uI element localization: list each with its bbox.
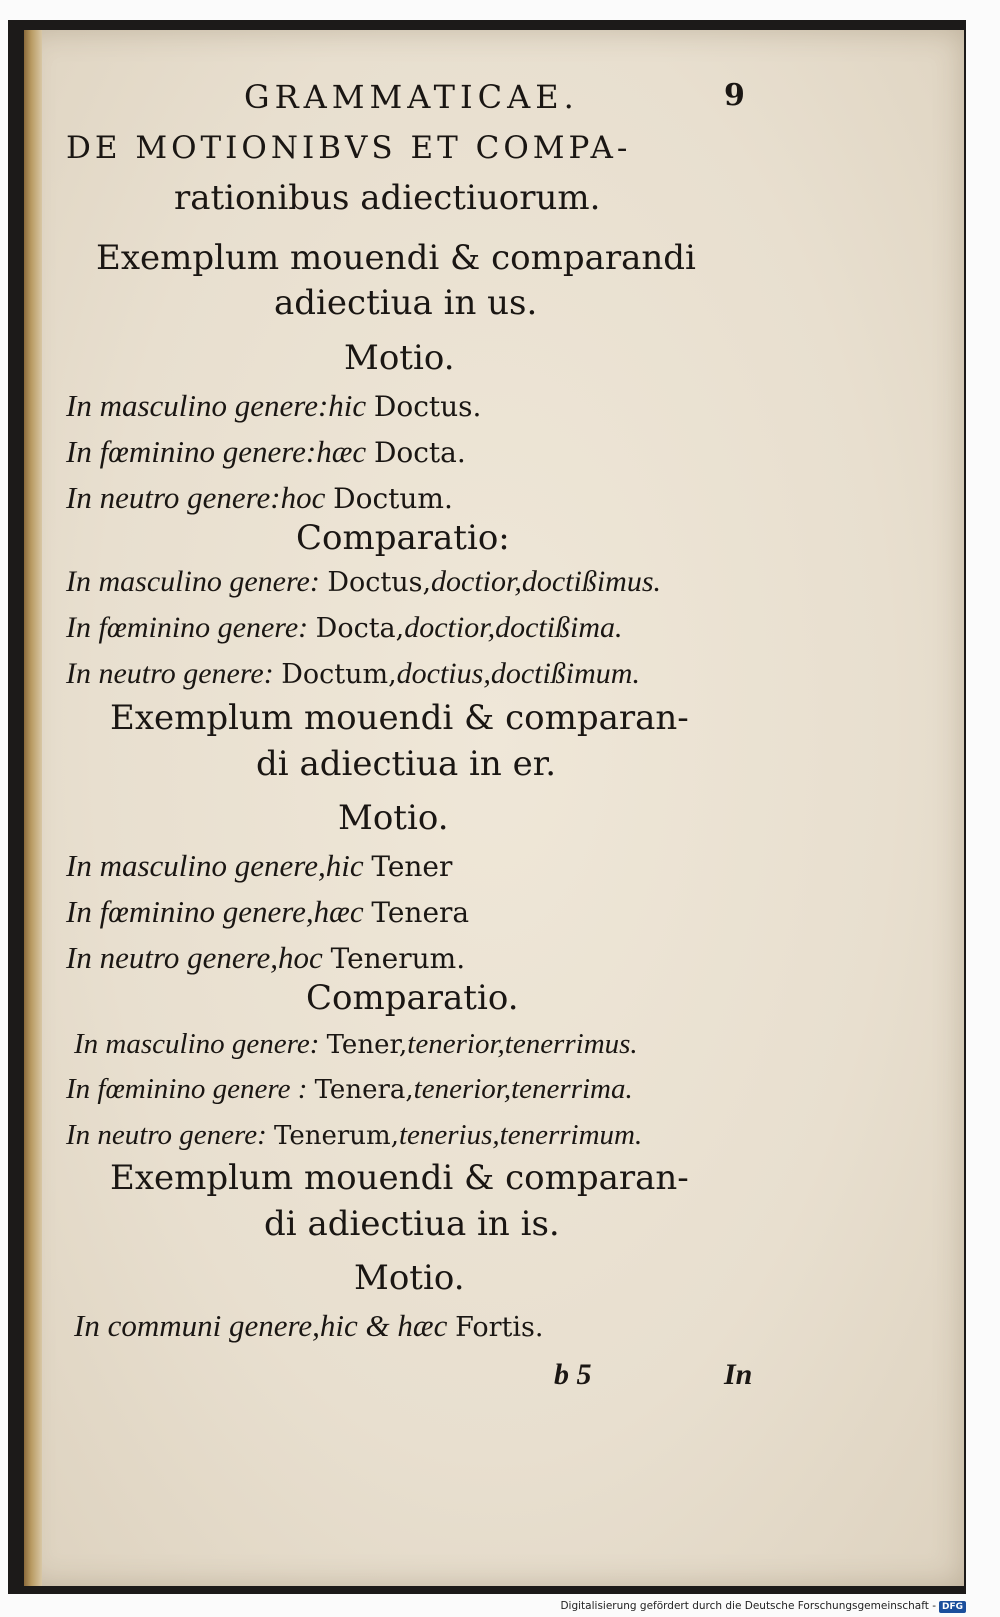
example1-heading-line1: Exemplum mouendi & comparandi xyxy=(96,238,696,278)
example1-motio-line xyxy=(66,388,481,424)
example1-motio-line xyxy=(66,480,453,516)
example3-motio-label: Motio. xyxy=(354,1258,465,1298)
comparatio-rest: doctior,doctißimus. xyxy=(431,565,662,598)
comparatio-prefix: In neutro genere: xyxy=(66,1119,267,1151)
example1-motio-line xyxy=(66,434,466,470)
motio-word: Doctum. xyxy=(333,482,453,515)
example2-comparatio-line xyxy=(66,1119,642,1152)
example2-heading-line1: Exemplum mouendi & comparan- xyxy=(110,698,689,738)
book-page xyxy=(24,30,964,1586)
book-spine xyxy=(24,30,42,1586)
comparatio-rest: doctius,doctißimum. xyxy=(396,657,640,690)
comparatio-rest: doctior,doctißima. xyxy=(404,611,623,644)
motio-prefix: In masculino genere,hic xyxy=(66,848,364,883)
scanned-page xyxy=(8,20,966,1594)
comparatio-rest: tenerior,tenerrimus. xyxy=(407,1028,638,1060)
catchword: In xyxy=(724,1358,753,1391)
example3-heading-line2: di adiectiua in is. xyxy=(264,1204,560,1244)
comparatio-rest: tenerior,tenerrima. xyxy=(413,1073,633,1105)
comparatio-word: Doctum, xyxy=(281,659,397,690)
motio-prefix: In fœminino genere:hæc xyxy=(66,434,367,469)
example1-motio-label: Motio. xyxy=(344,338,455,378)
comparatio-prefix: In fœminino genere: xyxy=(66,611,309,644)
page-number: 9 xyxy=(724,78,745,113)
footer-text: Digitalisierung gefördert durch die Deutsche Forschungsgemeinschaft - xyxy=(560,1600,936,1612)
section-title-line1: DE MOTIONIBVS ET COMPA- xyxy=(66,130,632,166)
example2-heading-line2: di adiectiua in er. xyxy=(256,744,557,784)
example1-comparatio-line xyxy=(66,657,640,691)
digitization-credit xyxy=(560,1600,966,1613)
comparatio-prefix: In neutro genere: xyxy=(66,657,274,690)
example2-motio-label: Motio. xyxy=(338,798,449,838)
example3-motio-line xyxy=(74,1308,543,1344)
example3-heading-line1: Exemplum mouendi & comparan- xyxy=(110,1158,689,1198)
comparatio-prefix: In masculino genere: xyxy=(74,1028,320,1060)
example1-comparatio-line xyxy=(66,565,661,599)
motio-word: Tenerum. xyxy=(330,942,466,975)
comparatio-word: Docta, xyxy=(315,613,405,644)
motio-prefix: In fœminino genere,hæc xyxy=(66,894,364,929)
comparatio-rest: tenerius,tenerrimum. xyxy=(398,1119,643,1151)
example2-motio-line xyxy=(66,940,465,976)
comparatio-word: Tener, xyxy=(326,1030,408,1060)
example1-comparatio-line xyxy=(66,611,623,645)
signature-mark: b 5 xyxy=(554,1358,592,1391)
running-head: GRAMMATICAE. xyxy=(244,78,579,116)
example1-heading-line2: adiectiua in us. xyxy=(274,283,538,323)
comparatio-word: Tenera, xyxy=(314,1075,414,1105)
motio-word: Tener xyxy=(371,850,453,883)
dfg-logo: DFG xyxy=(939,1601,966,1613)
motio-word: Fortis. xyxy=(455,1312,544,1343)
motio-word: Tenera xyxy=(371,896,470,929)
comparatio-prefix: In masculino genere: xyxy=(66,565,320,598)
motio-prefix: In masculino genere:hic xyxy=(66,388,367,423)
example2-comparatio-line xyxy=(66,1073,633,1106)
example2-comparatio-label: Comparatio. xyxy=(306,978,519,1018)
motio-prefix: In neutro genere:hoc xyxy=(66,480,326,515)
comparatio-prefix: In fœminino genere : xyxy=(66,1073,308,1105)
section-title-line2: rationibus adiectiuorum. xyxy=(174,178,601,218)
motio-prefix: In neutro genere,hoc xyxy=(66,940,323,975)
example2-motio-line xyxy=(66,894,469,930)
motio-word: Docta. xyxy=(373,436,466,469)
comparatio-word: Tenerum, xyxy=(274,1121,399,1151)
motio-prefix: In communi genere,hic & hæc xyxy=(74,1308,448,1343)
example2-motio-line xyxy=(66,848,452,884)
motio-word: Doctus. xyxy=(373,390,482,423)
comparatio-word: Doctus, xyxy=(327,567,432,598)
example1-comparatio-label: Comparatio: xyxy=(296,518,510,558)
example2-comparatio-line xyxy=(74,1028,638,1061)
